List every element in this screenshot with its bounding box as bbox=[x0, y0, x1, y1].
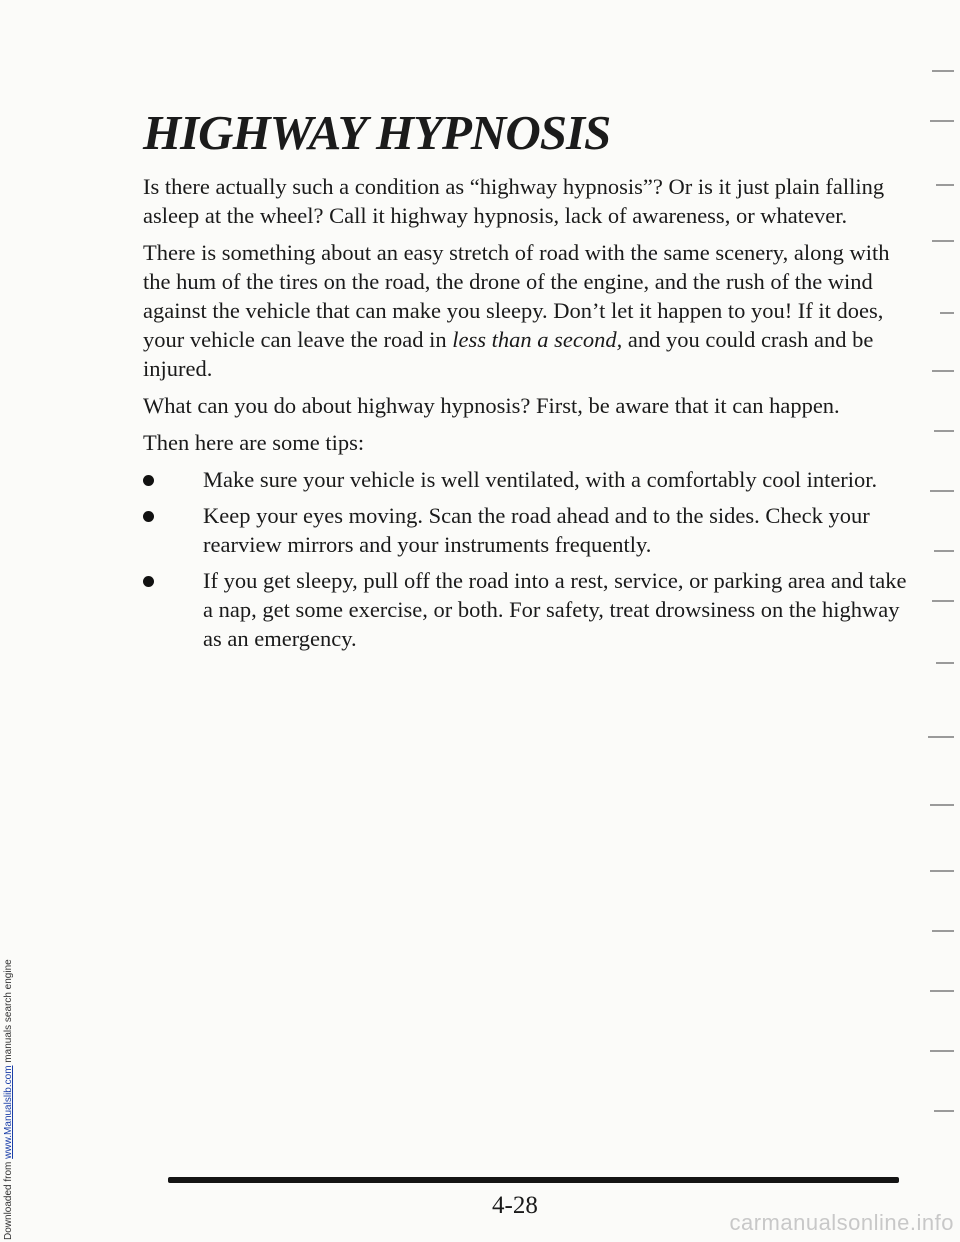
tip-text: Keep your eyes moving. Scan the road ahead and to the sides. Check your rearview mirrors and your instruments frequently. bbox=[203, 503, 870, 557]
bullet-icon bbox=[143, 475, 154, 486]
bullet-icon bbox=[143, 511, 154, 522]
tip-item bbox=[143, 465, 913, 494]
footer-rule bbox=[168, 1177, 899, 1183]
tip-item bbox=[143, 566, 913, 653]
edge-mark bbox=[934, 550, 954, 552]
paragraph-description bbox=[143, 238, 913, 383]
paragraph-description-end: and you could crash and be injured. bbox=[143, 327, 874, 381]
tip-text: If you get sleepy, pull off the road into a rest, service, or parking area and take a nap, get some exercise, or both. For safety, treat drowsiness on the highway as an emergency. bbox=[203, 568, 907, 651]
tips-list bbox=[143, 465, 913, 653]
paragraph-question: What can you do about highway hypnosis? First, be aware that it can happen. bbox=[143, 393, 840, 418]
download-source-note bbox=[3, 959, 14, 1240]
watermark: carmanualsonline.info bbox=[729, 1210, 954, 1235]
bullet-icon bbox=[143, 576, 154, 587]
paragraph-intro: Is there actually such a condition as “highway hypnosis”? Or is it just plain falling asleep at the wheel? Call it highway hypnosis, lack of awareness, or whatever. bbox=[143, 174, 885, 228]
manualslib-link[interactable]: www.Manualslib.com bbox=[3, 1065, 14, 1159]
edge-mark bbox=[930, 804, 954, 806]
page-number: 4-28 bbox=[492, 1192, 538, 1219]
paragraph-description-start: There is something about an easy stretch of road with the same scenery, along with the hum of the tires on the road, the drone of the engine, and the rush of the wind against the vehicle that can make you sleepy. Don’t let it happen to you! If it does, your vehicle can leave the road in bbox=[143, 240, 890, 352]
edge-mark bbox=[932, 240, 954, 242]
edge-mark bbox=[930, 870, 954, 872]
edge-mark bbox=[932, 70, 954, 72]
edge-mark bbox=[936, 184, 954, 186]
source-suffix: manuals search engine bbox=[3, 959, 14, 1066]
tip-text: Make sure your vehicle is well ventilated, with a comfortably cool interior. bbox=[203, 467, 878, 492]
edge-mark bbox=[930, 490, 954, 492]
edge-mark bbox=[930, 1050, 954, 1052]
edge-mark bbox=[934, 430, 954, 432]
edge-mark bbox=[940, 312, 954, 314]
edge-mark bbox=[932, 600, 954, 602]
section-heading: HIGHWAY HYPNOSIS bbox=[143, 105, 611, 160]
edge-mark bbox=[934, 1110, 954, 1112]
edge-mark bbox=[936, 662, 954, 664]
edge-mark bbox=[932, 930, 954, 932]
emphasis-less-than-a-second: less than a second, bbox=[452, 327, 623, 352]
edge-mark bbox=[930, 990, 954, 992]
binding-edge-marks bbox=[920, 60, 960, 1160]
tip-item bbox=[143, 501, 913, 559]
source-prefix: Downloaded from bbox=[3, 1158, 14, 1240]
edge-mark bbox=[930, 120, 954, 122]
edge-mark bbox=[932, 370, 954, 372]
edge-mark bbox=[928, 736, 954, 738]
paragraph-tips-intro: Then here are some tips: bbox=[143, 430, 365, 455]
section-body bbox=[143, 172, 913, 660]
